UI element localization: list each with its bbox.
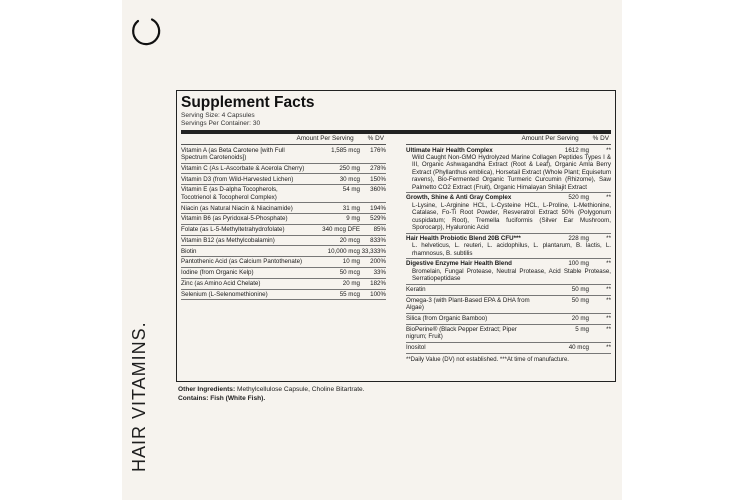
product-name-vertical: HAIR VITAMINS. (129, 321, 149, 472)
ingredient-amount: 40 mcg (568, 343, 589, 351)
nutrient-row (181, 225, 386, 236)
nutrient-dv: 194% (370, 204, 386, 212)
nutrient-dv: 182% (370, 280, 386, 287)
ingredient-list (406, 285, 611, 354)
ingredient-row (406, 325, 611, 343)
ingredient-name: BioPerine® (Black Pepper Extract; Piper nigrum; Fruit) (406, 325, 517, 341)
facts-columns (181, 134, 611, 363)
ingredient-row (406, 314, 611, 325)
blend-ingredients: L. helveticus, L. reuteri, L. acidophilus, L. plantarum, B. lactis, L. rhamnosus, B. subtilis (412, 242, 611, 257)
blend-dv: ** (606, 194, 611, 202)
nutrient-row (181, 268, 386, 279)
blend-row (406, 234, 611, 260)
blend-amount: 228 mg (568, 234, 589, 242)
blend-row (406, 259, 611, 285)
nutrient-amount: 20 mcg (339, 236, 360, 244)
nutrient-amount: 10,000 mcg (327, 247, 360, 255)
nutrient-name: Vitamin B6 (as Pyridoxal-5-Phosphate) (181, 215, 288, 223)
nutrient-dv: 33% (373, 269, 386, 277)
ingredient-name: Inositol (406, 343, 426, 351)
contains-text: Fish (White Fish). (210, 394, 266, 402)
blend-ingredients: Wild Caught Non-GMO Hydrolyzed Marine Collagen Peptides Types I & III, Organic Ashwagandha Extract (Root & Leaf), Organic Amla Berry Extract (Phyllanthus emblica), Horsetail Extract (Whole Plant; Equisetum ravens), Bio-Fermented Organic Turmeric Curcumin (Rhizome), Saw Palmetto CO2 Extract (Fruit), Organic Himalayan Shilajit Extract (412, 154, 611, 191)
blend-name: Digestive Enzyme Hair Health Blend (406, 260, 512, 268)
nutrient-name: Vitamin D3 (from Wild-Harvested Lichen) (181, 175, 294, 183)
ingredient-dv: ** (606, 296, 611, 304)
nutrient-row (181, 279, 386, 290)
ingredient-amount: 5 mg (575, 325, 589, 333)
ingredient-name: Omega-3 (with Plant-Based EPA & DHA from Algae) (406, 296, 530, 312)
nutrient-name: Biotin (181, 247, 197, 255)
ingredient-row (406, 296, 611, 314)
nutrient-row (181, 164, 386, 175)
nutrient-amount: 9 mg (346, 215, 360, 223)
nutrient-row (181, 236, 386, 247)
nutrient-dv: 200% (370, 258, 386, 266)
nutrient-dv: 360% (370, 186, 386, 194)
nutrient-name: Folate (as L-5-Methyltetrahydrofolate) (181, 226, 285, 234)
ingredient-amount: 50 mg (571, 296, 589, 304)
footnote: **Daily Value (DV) not established. ***At time of manufacture. (406, 356, 569, 363)
nutrient-name: Vitamin E (as D-alpha Tocopherols, Tocotrienol & Tocopherol Complex) (181, 186, 278, 201)
blend-name: Growth, Shine & Anti Gray Complex (406, 194, 512, 202)
amount-header: Amount Per Serving (521, 135, 579, 143)
ingredient-dv: ** (606, 325, 611, 333)
other-ingredients-text: Methylcellulose Capsule, Choline Bitartrate. (237, 386, 365, 393)
right-column (406, 134, 611, 363)
nutrient-row (181, 174, 386, 185)
blend-row (406, 145, 611, 193)
column-header (406, 134, 611, 145)
nutrient-name: Zinc (as Amino Acid Chelate) (181, 280, 261, 287)
blend-name: Ultimate Hair Health Complex (406, 146, 493, 154)
nutrient-row (181, 185, 386, 203)
nutrient-amount: 55 mcg (339, 290, 360, 298)
nutrient-amount: 10 mg (342, 258, 360, 266)
blend-ingredients: Bromelain, Fungal Protease, Neutral Protease, Acid Stable Protease, Serratiopeptidase (412, 267, 611, 283)
nutrient-amount: 340 mcg DFE (322, 226, 360, 234)
nutrient-dv: 176% (370, 146, 386, 154)
brand-ring-icon (130, 15, 162, 47)
column-header (181, 134, 386, 145)
facts-title: Supplement Facts (181, 94, 315, 111)
ingredient-row (406, 285, 611, 296)
nutrient-row (181, 214, 386, 225)
blend-dv: ** (606, 146, 611, 154)
blend-row (406, 193, 611, 233)
amount-header: Amount Per Serving (296, 135, 354, 143)
blend-amount: 1612 mg (564, 146, 589, 154)
dv-header: % DV (592, 135, 609, 143)
nutrient-dv: 833% (370, 236, 386, 244)
ingredient-dv: ** (606, 314, 611, 322)
nutrient-dv: 100% (370, 290, 386, 298)
blend-header (406, 235, 611, 242)
other-ingredients-label: Other Ingredients: (178, 386, 236, 393)
blend-dv: ** (606, 260, 611, 268)
blend-amount: 100 mg (568, 260, 589, 268)
left-column (181, 134, 386, 363)
dv-header: % DV (367, 135, 384, 143)
ingredient-row (406, 343, 611, 354)
nutrient-row (181, 203, 386, 214)
nutrient-row (181, 257, 386, 268)
nutrient-dv: 33,333% (361, 247, 386, 255)
nutrient-dv: 150% (370, 175, 386, 183)
ingredient-dv: ** (606, 343, 611, 351)
nutrient-amount: 50 mcg (339, 269, 360, 277)
ingredient-name: Silica (from Organic Bamboo) (406, 314, 488, 322)
blend-header (406, 147, 611, 154)
nutrient-dv: 529% (370, 215, 386, 223)
blend-ingredients: L-Lysine, L-Arginine HCL, L-Cysteine HCL, L-Proline, L-Methionine, Catalase, Fo-Ti Root Powder, Resveratrol Extract 50% (Polygonum cuspidatum; Root), Tremella fuciformis (Silver Ear Mushroom, Sporocarp), Hyaluronic Acid (412, 201, 611, 232)
ingredient-dv: ** (606, 286, 611, 293)
ingredient-amount: 50 mg (571, 286, 589, 293)
serving-size: Serving Size: 4 Capsules (181, 112, 255, 119)
blend-name: Hair Health Probiotic Blend 20B CFU*** (406, 234, 521, 242)
nutrient-row (181, 290, 386, 301)
nutrient-name: Vitamin B12 (as Methylcobalamin) (181, 236, 275, 244)
nutrient-amount: 31 mg (342, 204, 360, 212)
other-ingredients-block (178, 386, 365, 403)
nutrient-name: Pantothenic Acid (as Calcium Pantothenate) (181, 258, 303, 266)
blend-amount: 520 mg (568, 194, 589, 202)
servings-per-container: Servings Per Container: 30 (181, 120, 261, 128)
nutrient-name: Selenium (L-Selenomethionine) (181, 290, 268, 298)
nutrient-dv: 85% (373, 226, 386, 234)
nutrient-row (181, 145, 386, 163)
ingredient-amount: 20 mg (571, 314, 589, 322)
nutrient-amount: 30 mcg (339, 175, 360, 183)
blend-header (406, 260, 611, 267)
nutrient-amount: 250 mg (339, 164, 360, 172)
nutrient-amount: 54 mg (342, 186, 360, 194)
nutrient-name: Vitamin A (as Beta Carotene [with Full Spectrum Carotenoids]) (181, 146, 285, 161)
ingredient-name: Keratin (406, 286, 426, 293)
nutrient-list (181, 145, 386, 300)
contains-label: Contains: (178, 394, 209, 402)
supplement-facts-panel (176, 90, 616, 382)
blend-header (406, 194, 611, 201)
nutrient-amount: 1,585 mcg (331, 146, 360, 154)
nutrient-dv: 278% (370, 164, 386, 172)
nutrient-name: Vitamin C (As L-Ascorbate & Acerola Cherry) (181, 164, 305, 172)
nutrient-amount: 20 mg (342, 280, 360, 287)
nutrient-name: Niacin (as Natural Niacin & Niacinamide) (181, 204, 293, 212)
nutrient-name: Iodine (from Organic Kelp) (181, 269, 254, 277)
nutrient-row (181, 246, 386, 257)
blend-list (406, 145, 611, 284)
blend-dv: ** (606, 234, 611, 242)
